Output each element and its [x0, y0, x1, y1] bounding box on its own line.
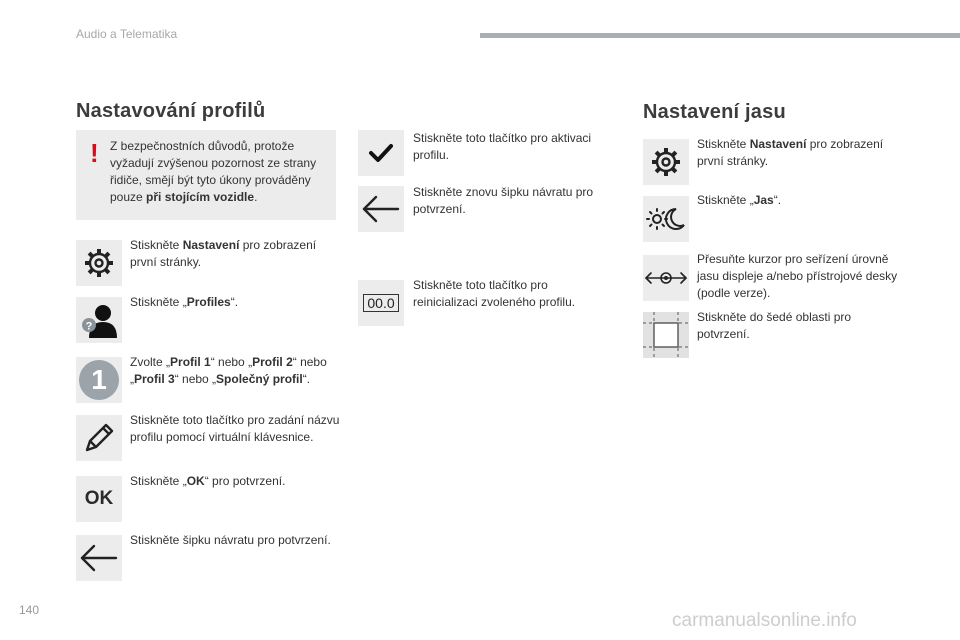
step-text: Stiskněte toto tlačítko pro zadání názvu profilu pomocí virtuální klávesnice.: [130, 413, 340, 444]
number-one-icon: 1: [76, 357, 122, 403]
header-bar: [480, 33, 960, 38]
step-text: Stiskněte „Profiles“.: [130, 295, 239, 309]
warning-text: Z bezpečnostních důvodů, protože vyžadují zvýšenou pozornost ze strany řidiče, smějí být tyto úkony prováděny pouze při stojícím vozidle.: [110, 139, 317, 204]
sun-moon-icon: [643, 196, 689, 242]
step-text: Stiskněte šipku návratu pro potvrzení.: [130, 533, 331, 547]
step-text: Stiskněte do šedé oblasti pro potvrzení.: [697, 310, 852, 341]
step-text: Stiskněte „OK“ pro potvrzení.: [130, 474, 286, 488]
grey-area-icon: [643, 312, 689, 358]
back-arrow-icon: [358, 186, 404, 232]
header-title: Audio a Telematika: [76, 27, 178, 41]
warning-box: [76, 130, 336, 220]
step-text: Stiskněte Nastavení pro zobrazení první stránky.: [130, 238, 317, 269]
heading-brightness: Nastavení jasu: [643, 101, 786, 123]
gear-icon: [643, 139, 689, 185]
step-text: Přesuňte kurzor pro seřízení úrovně jasu displeje a/nebo přístrojové desky (podle verze).: [697, 252, 898, 300]
page-number: 140: [19, 603, 40, 617]
gear-icon: [76, 240, 122, 286]
reset-counter-icon: 00.0: [358, 280, 404, 326]
step-text: Stiskněte znovu šipku návratu pro potvrzení.: [413, 185, 594, 216]
step-text: Zvolte „Profil 1“ nebo „Profil 2“ nebo „Profil 3“ nebo „Společný profil“.: [130, 355, 327, 386]
brightness-slider-icon: [643, 255, 689, 301]
step-text: Stiskněte Nastavení pro zobrazení první stránky.: [697, 137, 884, 168]
step-text: Stiskněte toto tlačítko pro reinicializaci zvoleného profilu.: [413, 278, 576, 309]
ok-icon: OK: [76, 476, 122, 522]
pencil-icon: [76, 415, 122, 461]
warning-icon: !: [90, 138, 99, 168]
step-text: Stiskněte „Jas“.: [697, 193, 782, 207]
step-text: Stiskněte toto tlačítko pro aktivaci profilu.: [413, 131, 592, 162]
svg-text:?: ?: [85, 320, 93, 333]
heading-profiles: Nastavování profilů: [76, 100, 266, 122]
watermark: carmanualsonline.info: [672, 610, 857, 631]
profile-icon: [76, 297, 122, 343]
back-arrow-icon: [76, 535, 122, 581]
checkmark-icon: [358, 130, 404, 176]
